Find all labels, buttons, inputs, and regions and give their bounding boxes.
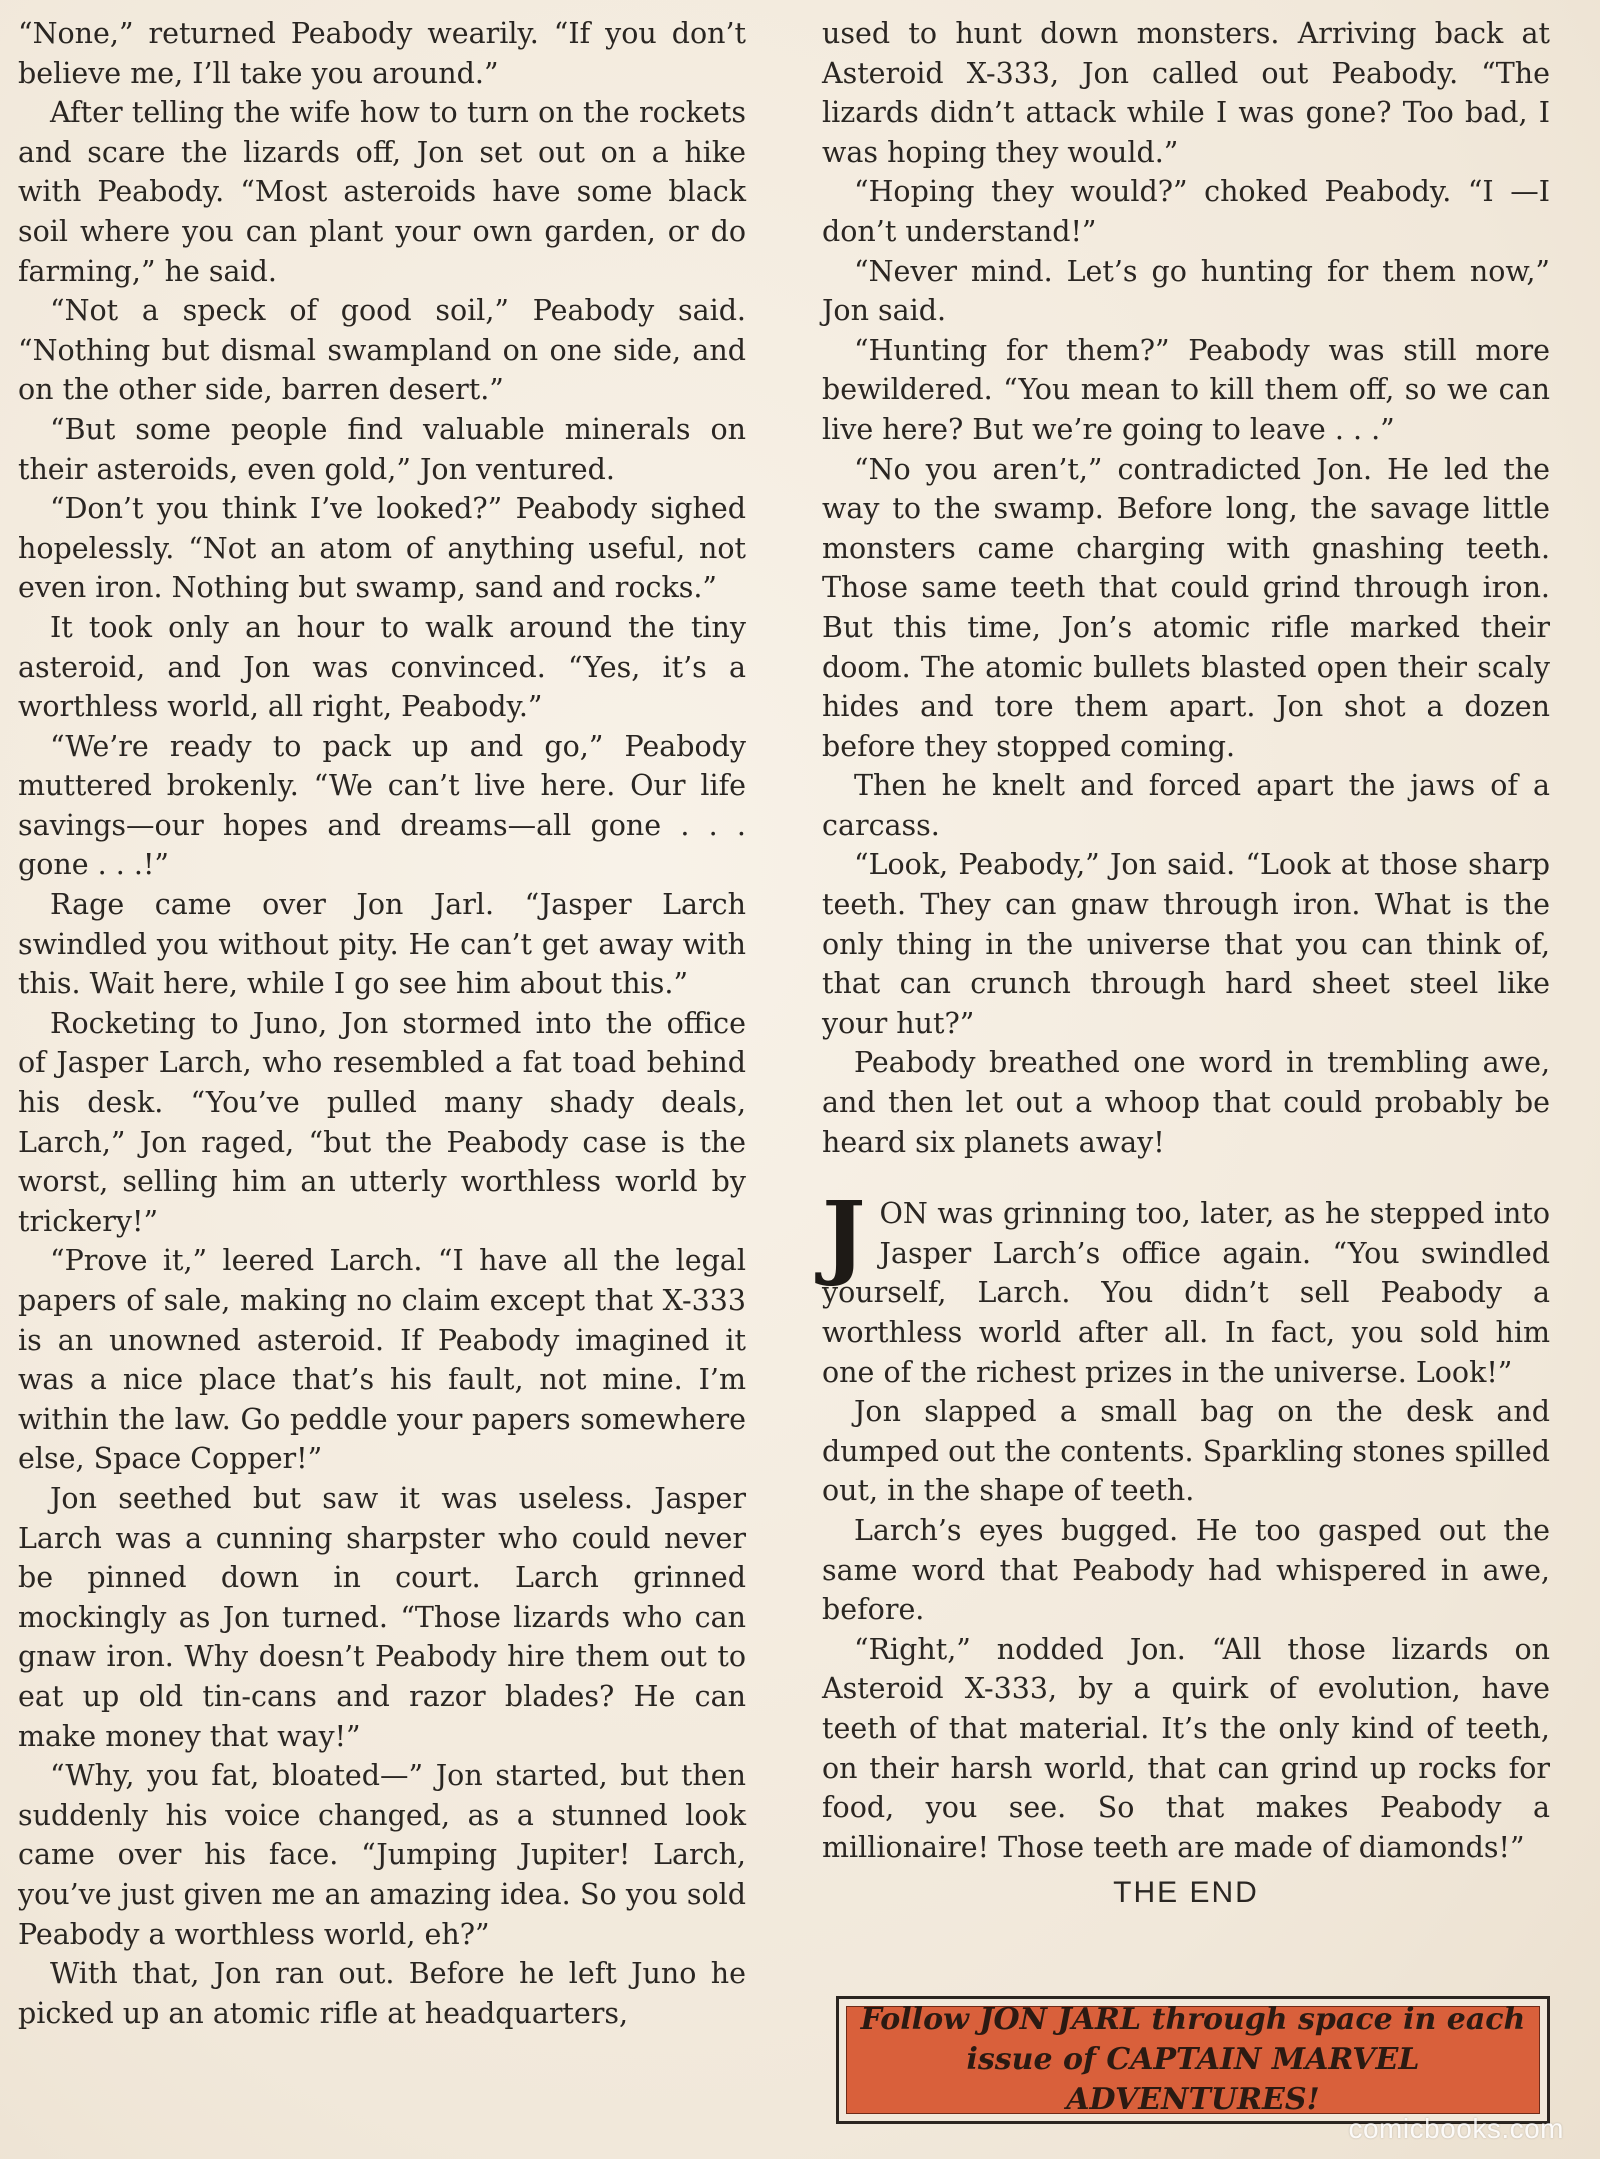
paragraph: “Right,” nodded Jon. “All those lizards on Asteroid X-333, by a quirk of evolution, have teeth of that material. It’s the only kind of teeth, on their harsh world, that can grind up rocks for food, you see. So that makes Peabody a millionaire! Those teeth are made of diamonds!” xyxy=(822,1632,1550,1864)
paragraph: Jon slapped a small bag on the desk and dumped out the contents. Sparkling stones spilled out, in the shape of teeth. xyxy=(822,1395,1550,1508)
right-text-column xyxy=(822,14,1550,1913)
paragraph: Rocketing to Juno, Jon stormed into the office of Jasper Larch, who resembled a fat toad behind his desk. “You’ve pulled many shady deals, Larch,” Jon raged, “but the Peabody case is the worst, selling him an utterly worthless world by trickery!” xyxy=(18,1006,746,1238)
left-text-column xyxy=(18,14,746,2033)
paragraph: “Hunting for them?” Peabody was still more bewildered. “You mean to kill them off, so we can live here? But we’re going to leave . . .” xyxy=(822,333,1550,446)
paragraph: “No you aren’t,” contradicted Jon. He led the way to the swamp. Before long, the savage little monsters came charging with gnashing teeth. Those same teeth that could grind through iron. But this time, Jon’s atomic rifle marked their doom. The atomic bullets blasted open their scaly hides and tore them apart. Jon shot a dozen before they stopped coming. xyxy=(822,452,1550,763)
paragraph: “Look, Peabody,” Jon said. “Look at those sharp teeth. They can gnaw through iron. What is the only thing in the universe that you can think of, that can crunch through hard sheet steel like your hut?” xyxy=(822,848,1550,1040)
paragraph: Jon seethed but saw it was useless. Jasper Larch was a cunning sharpster who could never be pinned down in court. Larch grinned mockingly as Jon turned. “Those lizards who can gnaw iron. Why doesn’t Peabody hire them out to eat up old tin-cans and razor blades? He can make money that way!” xyxy=(18,1481,746,1753)
paragraph: “None,” returned Peabody wearily. “If you don’t believe me, I’ll take you around.” xyxy=(18,17,746,90)
the-end-label: THE END xyxy=(1113,1876,1259,1910)
paragraph: “But some people find valuable minerals on their asteroids, even gold,” Jon ventured. xyxy=(18,412,746,486)
dropcap-letter: J xyxy=(822,1181,866,1290)
paragraph: used to hunt down monsters. Arriving back at Asteroid X-333, Jon called out Peabody. “The lizards didn’t attack while I was gone? Too bad, I was hoping they would.” xyxy=(822,17,1550,169)
paragraph: After telling the wife how to turn on the rockets and scare the lizards off, Jon set out on a hike with Peabody. “Most asteroids have some black soil where you can plant your own garden, or do farming,” he said. xyxy=(18,96,746,288)
paragraph: “Hoping they would?” choked Peabody. “I —I don’t understand!” xyxy=(822,175,1550,248)
paragraph: Rage came over Jon Jarl. “Jasper Larch swindled you without pity. He can’t get away with this. Wait here, while I go see him about this.” xyxy=(18,888,746,1001)
dropcap-text: ON was grinning too, later, as he stepped into Jasper Larch’s office again. “You swindled yourself, Larch. You didn’t sell Peabody a worthless world after all. In fact, you sold him one of the richest prizes in the universe. Look!” xyxy=(822,1197,1550,1389)
paragraph: It took only an hour to walk around the tiny asteroid, and Jon was convinced. “Yes, it’s a worthless world, all right, Peabody.” xyxy=(18,610,746,724)
paragraph: Peabody breathed one word in trembling awe, and then let out a whoop that could probably be heard six planets away! xyxy=(822,1046,1550,1159)
paragraph: “Prove it,” leered Larch. “I have all the legal papers of sale, making no claim except that X-333 is an unowned asteroid. If Peabody imagined it was a nice place that’s his fault, not mine. I’m within the law. Go peddle your papers somewhere else, Space Copper!” xyxy=(18,1244,746,1476)
promo-box xyxy=(836,1996,1550,2124)
watermark: comicbooks.com xyxy=(1348,2113,1564,2144)
paragraph: “Never mind. Let’s go hunting for them now,” Jon said. xyxy=(822,254,1550,328)
paragraph: Then he knelt and forced apart the jaws of a carcass. xyxy=(822,769,1550,842)
paragraph: With that, Jon ran out. Before he left Juno he picked up an atomic rifle at headquarters, xyxy=(18,1957,746,2030)
paragraph: “Don’t you think I’ve looked?” Peabody sighed hopelessly. “Not an atom of anything useful, not even iron. Nothing but swamp, sand and rocks.” xyxy=(18,492,746,605)
paragraph: “Not a speck of good soil,” Peabody said. “Nothing but dismal swampland on one side, and on the other side, barren desert.” xyxy=(18,294,746,407)
paragraph: “Why, you fat, bloated—” Jon started, but then suddenly his voice changed, as a stunned look came over his face. “Jumping Jupiter! Larch, you’ve just given me an amazing idea. So you sold Peabody a worthless world, eh?” xyxy=(18,1759,746,1951)
dropcap-paragraph xyxy=(822,1181,1550,1392)
paragraph: “We’re ready to pack up and go,” Peabody muttered brokenly. “We can’t live here. Our life savings—our hopes and dreams—all gone . . . gone . . .!” xyxy=(18,729,746,882)
paragraph: Larch’s eyes bugged. He too gasped out the same word that Peabody had whispered in awe, before. xyxy=(822,1513,1550,1627)
promo-text: Follow JON JARL through space in each issue of CAPTAIN MARVEL ADVENTURES! xyxy=(846,2006,1540,2114)
